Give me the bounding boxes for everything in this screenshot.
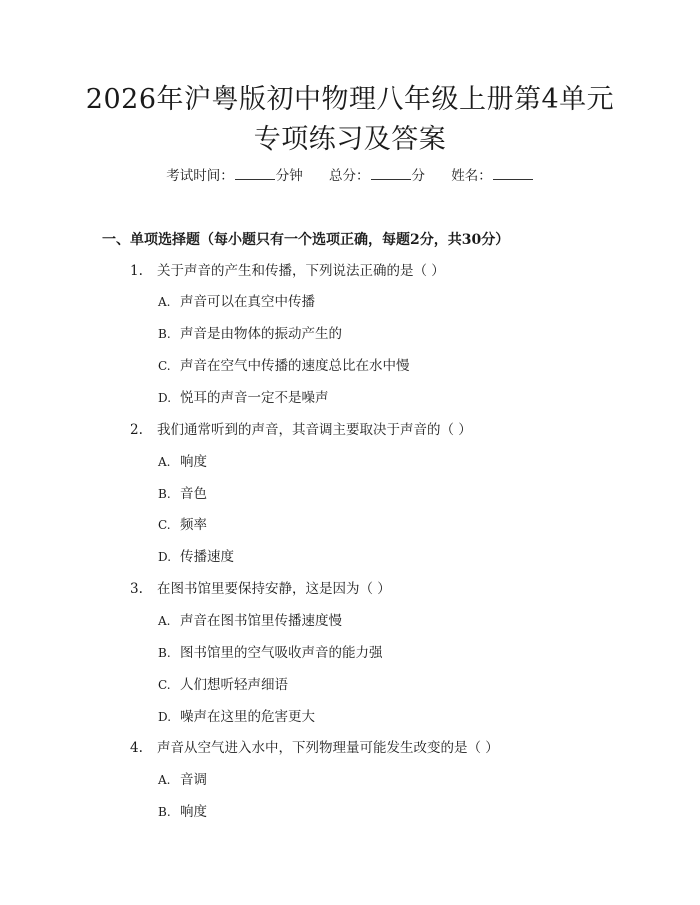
- option-text: 响度: [180, 804, 207, 820]
- option-text: 噪声在这里的危害更大: [180, 709, 315, 725]
- option-text: 频率: [180, 517, 207, 533]
- option-text: 音调: [180, 772, 207, 788]
- question-number: 3.: [130, 581, 143, 597]
- option-letter: B.: [158, 646, 171, 660]
- total-score-label: 总分：: [329, 168, 370, 184]
- question-3-option-b: [158, 643, 383, 663]
- exam-time-blank: [235, 166, 275, 180]
- option-text: 音色: [180, 486, 207, 502]
- question-2: [130, 420, 472, 440]
- question-4: [130, 738, 499, 758]
- question-1-option-d: [158, 388, 329, 408]
- exam-time-field: [166, 166, 303, 186]
- total-score-field: [329, 166, 425, 186]
- document-title-line2: 专项练习及答案: [253, 124, 447, 155]
- option-letter: A.: [158, 295, 171, 309]
- question-4-option-b: [158, 802, 207, 822]
- question-4-option-a: [158, 770, 207, 790]
- student-name-field: [451, 166, 534, 186]
- option-letter: A.: [158, 455, 171, 469]
- option-letter: A.: [158, 614, 171, 628]
- student-name-label: 姓名：: [451, 168, 492, 184]
- question-text: 声音从空气进入水中，下列物理量可能发生改变的是（ ）: [157, 740, 499, 756]
- question-2-option-c: [158, 515, 207, 535]
- option-text: 响度: [180, 454, 207, 470]
- student-name-blank: [493, 166, 533, 180]
- option-letter: C.: [158, 518, 171, 532]
- question-2-option-b: [158, 484, 207, 504]
- section-heading-single-choice: 一、单项选择题（每小题只有一个选项正确，每题2分，共30分）: [102, 232, 510, 248]
- question-number: 4.: [130, 740, 143, 756]
- exam-time-label: 考试时间：: [166, 168, 234, 184]
- option-text: 传播速度: [180, 549, 234, 565]
- option-letter: D.: [158, 710, 172, 724]
- option-text: 图书馆里的空气吸收声音的能力强: [180, 645, 383, 661]
- question-2-option-a: [158, 452, 207, 472]
- option-text: 悦耳的声音一定不是噪声: [180, 390, 329, 406]
- question-1-option-a: [158, 292, 315, 312]
- document-title-line1: 2026年沪粤版初中物理八年级上册第4单元: [85, 84, 615, 115]
- option-letter: D.: [158, 391, 172, 405]
- option-text: 声音可以在真空中传播: [180, 294, 315, 310]
- total-score-blank: [371, 166, 411, 180]
- question-3: [130, 579, 391, 599]
- question-3-option-a: [158, 611, 342, 631]
- exam-time-unit: 分钟: [275, 168, 303, 184]
- question-3-option-d: [158, 707, 315, 727]
- option-letter: B.: [158, 327, 171, 341]
- question-1-option-c: [158, 356, 410, 376]
- option-text: 声音在空气中传播的速度总比在水中慢: [180, 358, 410, 374]
- question-3-option-c: [158, 675, 288, 695]
- option-letter: A.: [158, 773, 171, 787]
- option-letter: B.: [158, 487, 171, 501]
- option-letter: B.: [158, 805, 171, 819]
- exam-info-line: [0, 166, 700, 186]
- option-text: 人们想听轻声细语: [180, 677, 288, 693]
- question-1-option-b: [158, 324, 342, 344]
- option-letter: C.: [158, 359, 171, 373]
- option-letter: C.: [158, 678, 171, 692]
- question-text: 关于声音的产生和传播，下列说法正确的是（ ）: [157, 263, 445, 279]
- total-score-unit: 分: [411, 168, 425, 184]
- question-number: 2.: [130, 422, 143, 438]
- option-text: 声音在图书馆里传播速度慢: [180, 613, 342, 629]
- option-letter: D.: [158, 550, 172, 564]
- question-text: 我们通常听到的声音，其音调主要取决于声音的（ ）: [157, 422, 472, 438]
- question-text: 在图书馆里要保持安静，这是因为（ ）: [157, 581, 391, 597]
- question-1: [130, 261, 445, 281]
- question-2-option-d: [158, 547, 234, 567]
- option-text: 声音是由物体的振动产生的: [180, 326, 342, 342]
- question-number: 1.: [130, 263, 143, 279]
